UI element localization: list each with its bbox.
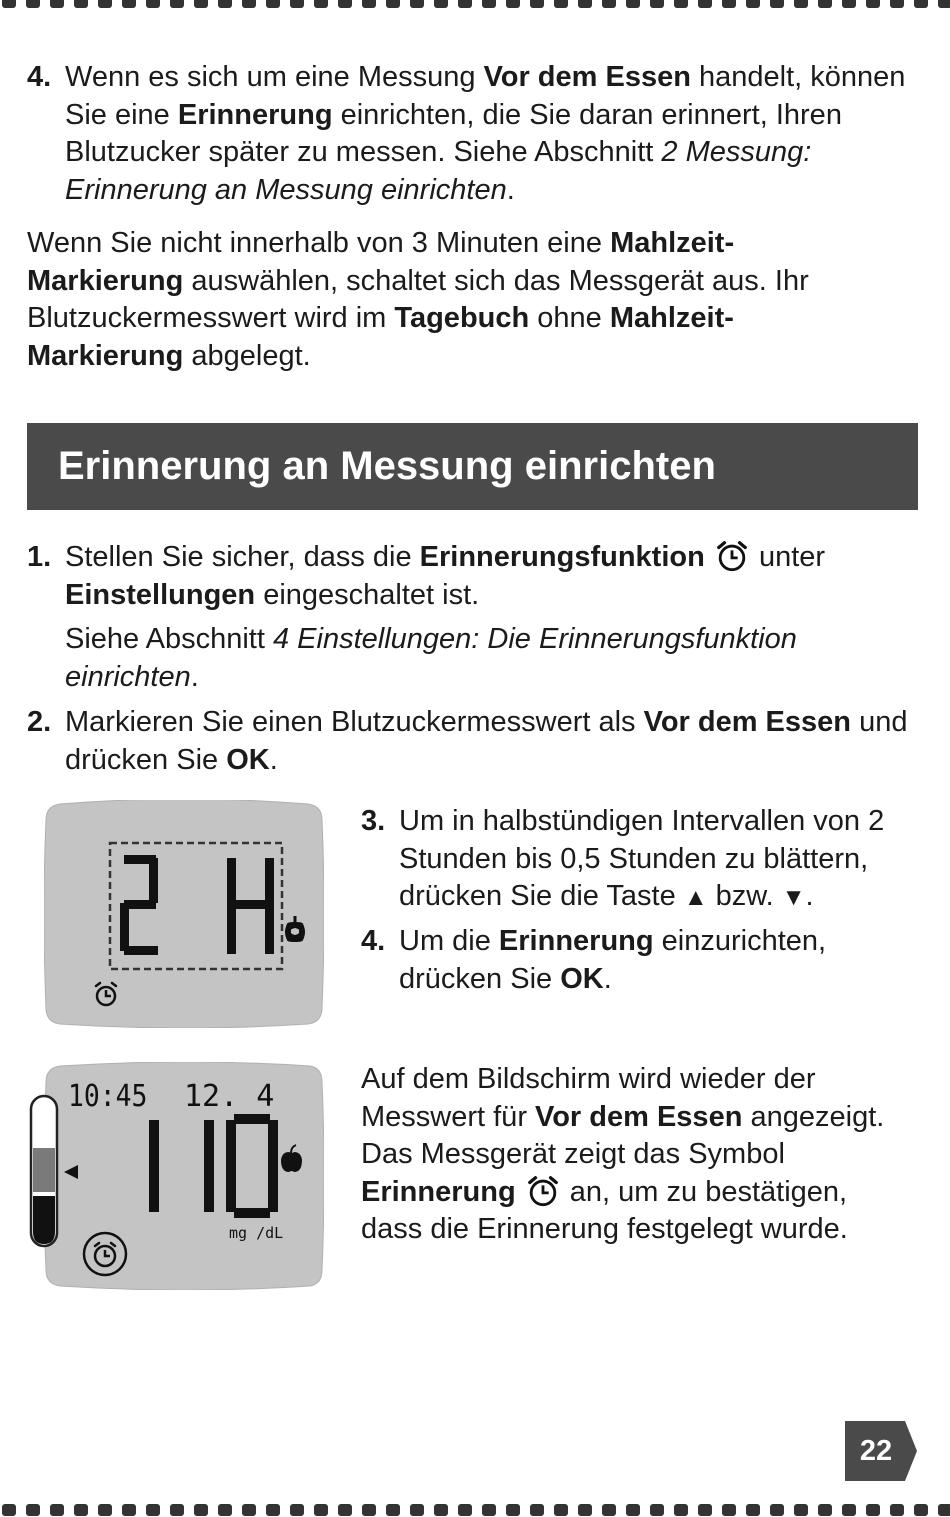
timeout-paragraph: Wenn Sie nicht innerhalb von 3 Minuten eine Mahlzeit-Markierung auswählen, schaltet sich das Messgerät aus. Ihr Blutzuckermesswert wird im Tagebuch ohne Mahlzeit-Markierung abgelegt. [27,227,809,372]
step-text: Wenn es sich um eine Messung Vor dem Essen handelt, können Sie eine Erinnerung einrichten, die Sie daran erinnert, Ihren Blutzucker später zu messen. Siehe Abschnitt 2 Messung: Erinnerung an Messung einrichten. [65,61,906,206]
step-number: 3. [361,805,386,837]
bottom-dotted-border [0,1503,950,1517]
step-number: 2. [27,706,52,738]
meter-display-result [28,1062,324,1290]
top-dotted-border [0,0,950,9]
range-indicator-bar [31,1096,57,1246]
alarm-clock-icon [715,539,749,573]
step-text: Um die Erinnerung einzurichten, drücken Sie OK. [399,925,827,995]
result-paragraph: Auf dem Bildschirm wird wieder der Messwert für Vor dem Essen angezeigt. Das Messgerät zeigt das Symbol Erinnerung an, um zu bestätigen, dass die Erinnerung festgelegt wurde. [361,1063,885,1245]
step-1-instruction [27,539,907,614]
date-readout: 12. 4 [184,1079,275,1114]
up-arrow-icon: ▲ [683,884,708,911]
step-number: 1. [27,541,52,573]
time-readout: 10:45 [68,1078,148,1114]
step-2-instruction [27,704,917,779]
step-number: 4. [27,61,52,93]
section-title: Erinnerung an Messung einrichten [27,423,918,510]
step-text: Stellen Sie sicher, dass die Erinnerungsfunktion unter Einstellungen eingeschaltet ist. [65,541,826,611]
page-number: 22 [859,1435,893,1467]
step-4-confirm [361,923,921,998]
meter-display-reminder [44,800,324,1028]
step-4-instruction [27,59,907,209]
digit-1b [204,1120,214,1212]
step-number: 4. [361,925,386,957]
page-number-badge [845,1421,917,1492]
down-arrow-icon: ▼ [781,884,806,911]
unit-label: mg /dL [229,1224,284,1242]
step-3-instruction [361,803,921,917]
step-text: Um in halbstündigen Intervallen von 2 Stunden bis 0,5 Stunden zu blättern, drücken Sie die Taste ▲ bzw. ▼. [399,805,885,912]
step-text: Markieren Sie einen Blutzuckermesswert als Vor dem Essen und drücken Sie OK. [65,706,908,776]
digit-1a [149,1120,159,1212]
step-1-reference: Siehe Abschnitt 4 Einstellungen: Die Erinnerungsfunktion einrichten. [65,623,797,693]
alarm-clock-icon [526,1174,560,1208]
